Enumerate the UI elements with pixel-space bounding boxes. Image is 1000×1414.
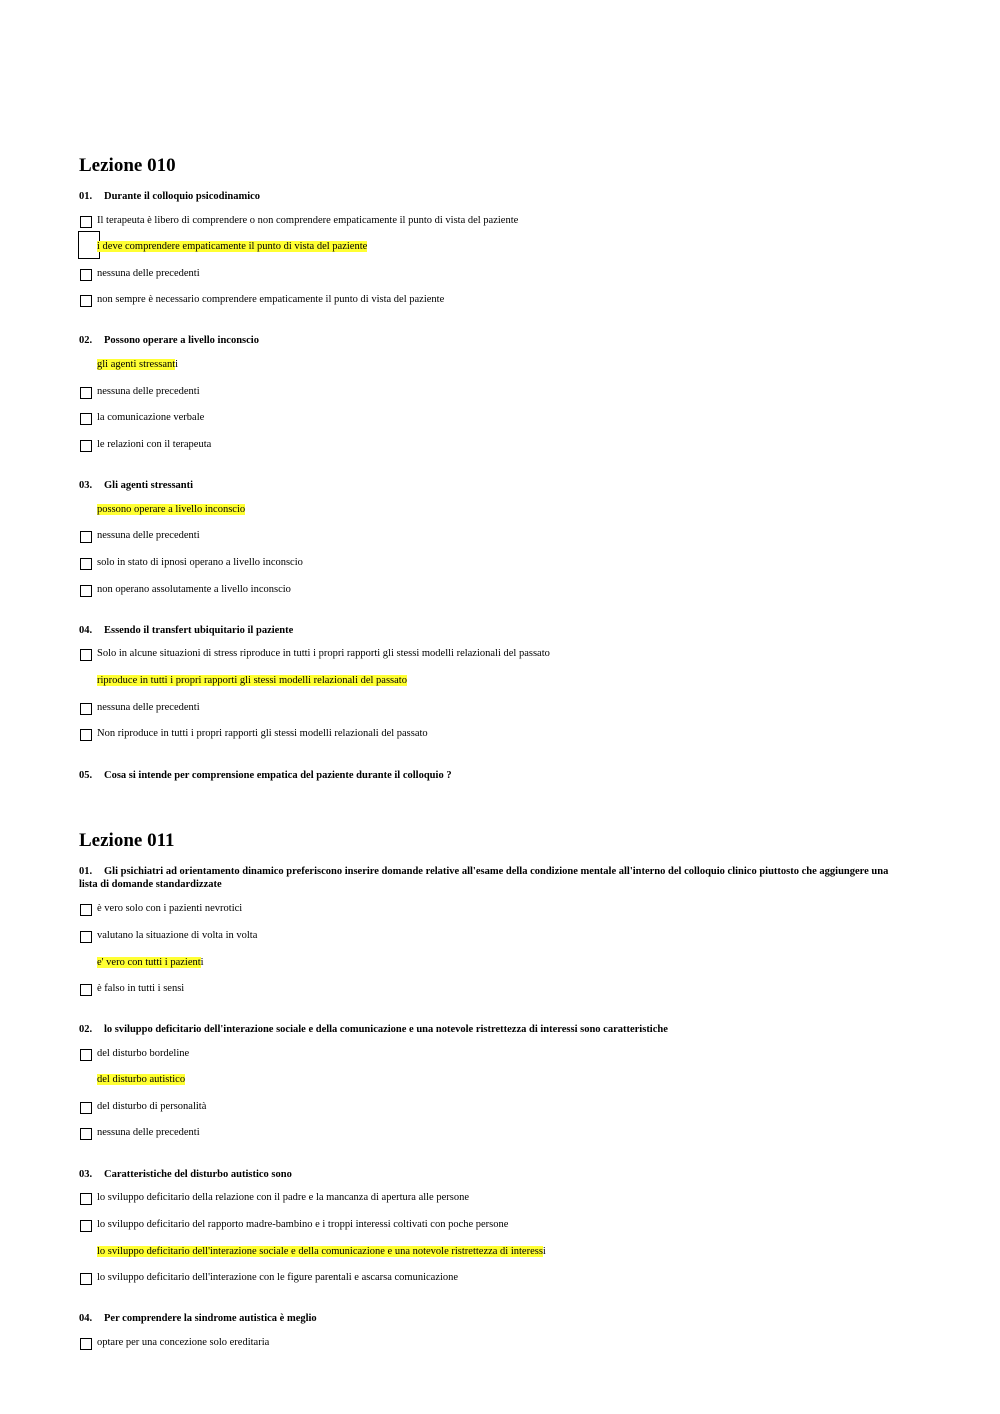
answer-text: nessuna delle precedenti — [97, 1127, 200, 1138]
answer-option[interactable] — [97, 215, 518, 226]
answer-text: la comunicazione verbale — [97, 412, 205, 423]
question-title — [79, 334, 909, 347]
answer-text: valutano la situazione di volta in volta — [97, 930, 258, 941]
answer-checkbox[interactable] — [80, 729, 92, 741]
question-title — [79, 1312, 909, 1325]
answer-text-suffix: i — [542, 1246, 546, 1257]
answer-checkbox[interactable] — [80, 216, 92, 228]
answer-option[interactable] — [97, 1337, 269, 1348]
answer-option[interactable] — [97, 294, 444, 305]
answer-checkbox[interactable] — [80, 269, 92, 281]
answer-checkbox[interactable] — [80, 387, 92, 399]
question-number: 02. — [79, 335, 93, 346]
answer-text: lo sviluppo deficitario dell'interazione con le figure parentali e ascarsa comunicazione — [97, 1272, 459, 1283]
answer-option[interactable] — [97, 903, 242, 914]
question-text: Gli psichiatri ad orientamento dinamico preferiscono inserire domande relative all'esame della condizione mentale all'interno del colloquio clinico piuttosto che aggiungere una lista di domande standardizzate — [79, 866, 889, 890]
answer-text: Il terapeuta è libero di comprendere o non comprendere empaticamente il punto di vista del paziente — [97, 215, 519, 226]
answer-checkbox[interactable] — [80, 1273, 92, 1285]
answer-checkbox[interactable] — [80, 440, 92, 452]
question-text: Caratteristiche del disturbo autistico sono — [104, 1169, 292, 1180]
answer-checkbox[interactable] — [80, 1220, 92, 1232]
question-text: Durante il colloquio psicodinamico — [104, 191, 261, 202]
question-title — [79, 479, 909, 492]
lesson-title: Lezione 011 — [79, 830, 175, 851]
answer-text: è falso in tutti i sensi — [97, 983, 185, 994]
answer-option[interactable] — [97, 702, 200, 713]
highlighted-answer-text: possono operare a livello inconscio — [97, 504, 246, 515]
answer-option[interactable] — [97, 268, 200, 279]
answer-text: del disturbo bordeline — [97, 1048, 190, 1059]
answer-option[interactable] — [97, 1048, 189, 1059]
answer-checkbox[interactable] — [80, 531, 92, 543]
answer-option[interactable] — [97, 957, 204, 968]
highlighted-answer-text: e' vero con tutti i pazient — [97, 957, 201, 968]
answer-option[interactable] — [97, 241, 367, 252]
answer-checkbox[interactable] — [80, 558, 92, 570]
answer-checkbox[interactable] — [80, 984, 92, 996]
answer-option[interactable] — [97, 1074, 185, 1085]
question-number: 05. — [79, 770, 93, 781]
answer-option[interactable] — [97, 1101, 206, 1112]
question-text: Cosa si intende per comprensione empatica del paziente durante il colloquio ? — [104, 770, 452, 781]
answer-option[interactable] — [97, 584, 291, 595]
answer-option[interactable] — [97, 648, 550, 659]
question-number: 03. — [79, 1169, 93, 1180]
answer-checkbox[interactable] — [80, 703, 92, 715]
question-number: 04. — [79, 625, 93, 636]
answer-option[interactable] — [97, 983, 184, 994]
answer-text: non operano assolutamente a livello inconscio — [97, 584, 291, 595]
answer-checkbox[interactable] — [80, 931, 92, 943]
answer-text: nessuna delle precedenti — [97, 268, 200, 279]
answer-text: nessuna delle precedenti — [97, 386, 200, 397]
answer-checkbox[interactable] — [80, 1128, 92, 1140]
answer-option[interactable] — [97, 504, 245, 515]
question-title — [79, 1168, 909, 1181]
answer-text: Non riproduce in tutti i propri rapporti gli stessi modelli relazionali del passato — [97, 728, 428, 739]
question-title — [79, 624, 909, 637]
highlighted-answer-text: riproduce in tutti i propri rapporti gli stessi modelli relazionali del passato — [97, 675, 407, 686]
answer-text: nessuna delle precedenti — [97, 702, 200, 713]
answer-text: solo in stato di ipnosi operano a livello inconscio — [97, 557, 303, 568]
question-title — [79, 190, 909, 203]
answer-text-suffix: i — [175, 359, 179, 370]
answer-checkbox[interactable] — [80, 904, 92, 916]
answer-text: del disturbo di personalità — [97, 1101, 207, 1112]
answer-option[interactable] — [97, 439, 211, 450]
answer-text: lo sviluppo deficitario del rapporto madre-bambino e i troppi interessi coltivati con poche persone — [97, 1219, 509, 1230]
question-text: Per comprendere la sindrome autistica è meglio — [104, 1313, 317, 1324]
highlighted-answer-text: lo sviluppo deficitario dell'interazione sociale e della comunicazione e una notevole ristrettezza di interess — [97, 1246, 543, 1257]
answer-checkbox[interactable] — [80, 295, 92, 307]
question-title — [79, 769, 909, 782]
answer-checkbox[interactable] — [80, 585, 92, 597]
question-number: 01. — [79, 191, 93, 202]
answer-checkbox[interactable] — [80, 1193, 92, 1205]
question-number: 02. — [79, 1024, 93, 1035]
answer-option[interactable] — [97, 675, 407, 686]
answer-option[interactable] — [97, 1192, 469, 1203]
question-text: Essendo il transfert ubiquitario il paziente — [104, 625, 294, 636]
answer-option[interactable] — [97, 930, 257, 941]
answer-text: optare per una concezione solo ereditaria — [97, 1337, 270, 1348]
answer-text-suffix: i — [200, 957, 204, 968]
answer-option[interactable] — [97, 412, 204, 423]
lesson-title: Lezione 010 — [79, 155, 176, 176]
answer-option[interactable] — [97, 530, 200, 541]
answer-checkbox[interactable] — [80, 1049, 92, 1061]
answer-text: non sempre è necessario comprendere empaticamente il punto di vista del paziente — [97, 294, 445, 305]
question-title — [79, 865, 909, 891]
question-number: 04. — [79, 1313, 93, 1324]
answer-option[interactable] — [97, 728, 428, 739]
answer-text: lo sviluppo deficitario della relazione con il padre e la mancanza di apertura alle persone — [97, 1192, 469, 1203]
question-title — [79, 1023, 909, 1036]
answer-text: Solo in alcune situazioni di stress riproduce in tutti i propri rapporti gli stessi modelli relazionali del passato — [97, 648, 550, 659]
answer-option[interactable] — [97, 1127, 200, 1138]
answer-option[interactable] — [97, 359, 178, 370]
question-number: 03. — [79, 480, 93, 491]
answer-checkbox[interactable] — [80, 649, 92, 661]
highlighted-answer-text: gli agenti stressant — [97, 359, 176, 370]
highlighted-answer-text: del disturbo autistico — [97, 1074, 186, 1085]
question-text: Gli agenti stressanti — [104, 480, 194, 491]
answer-option[interactable] — [97, 1272, 458, 1283]
answer-option[interactable] — [97, 386, 200, 397]
question-text: Possono operare a livello inconscio — [104, 335, 259, 346]
highlighted-answer-text: i deve comprendere empaticamente il punto di vista del paziente — [97, 241, 368, 252]
answer-option[interactable] — [97, 1219, 508, 1230]
answer-option[interactable] — [97, 557, 303, 568]
answer-text: le relazioni con il terapeuta — [97, 439, 212, 450]
question-number: 01. — [79, 866, 93, 877]
answer-checkbox[interactable] — [80, 413, 92, 425]
answer-text: è vero solo con i pazienti nevrotici — [97, 903, 243, 914]
answer-option[interactable] — [97, 1246, 546, 1257]
answer-checkbox[interactable] — [80, 1338, 92, 1350]
answer-text: nessuna delle precedenti — [97, 530, 200, 541]
answer-checkbox[interactable] — [80, 1102, 92, 1114]
question-text: lo sviluppo deficitario dell'interazione sociale e della comunicazione e una notevole ristrettezza di interessi sono caratteristiche — [104, 1024, 668, 1035]
